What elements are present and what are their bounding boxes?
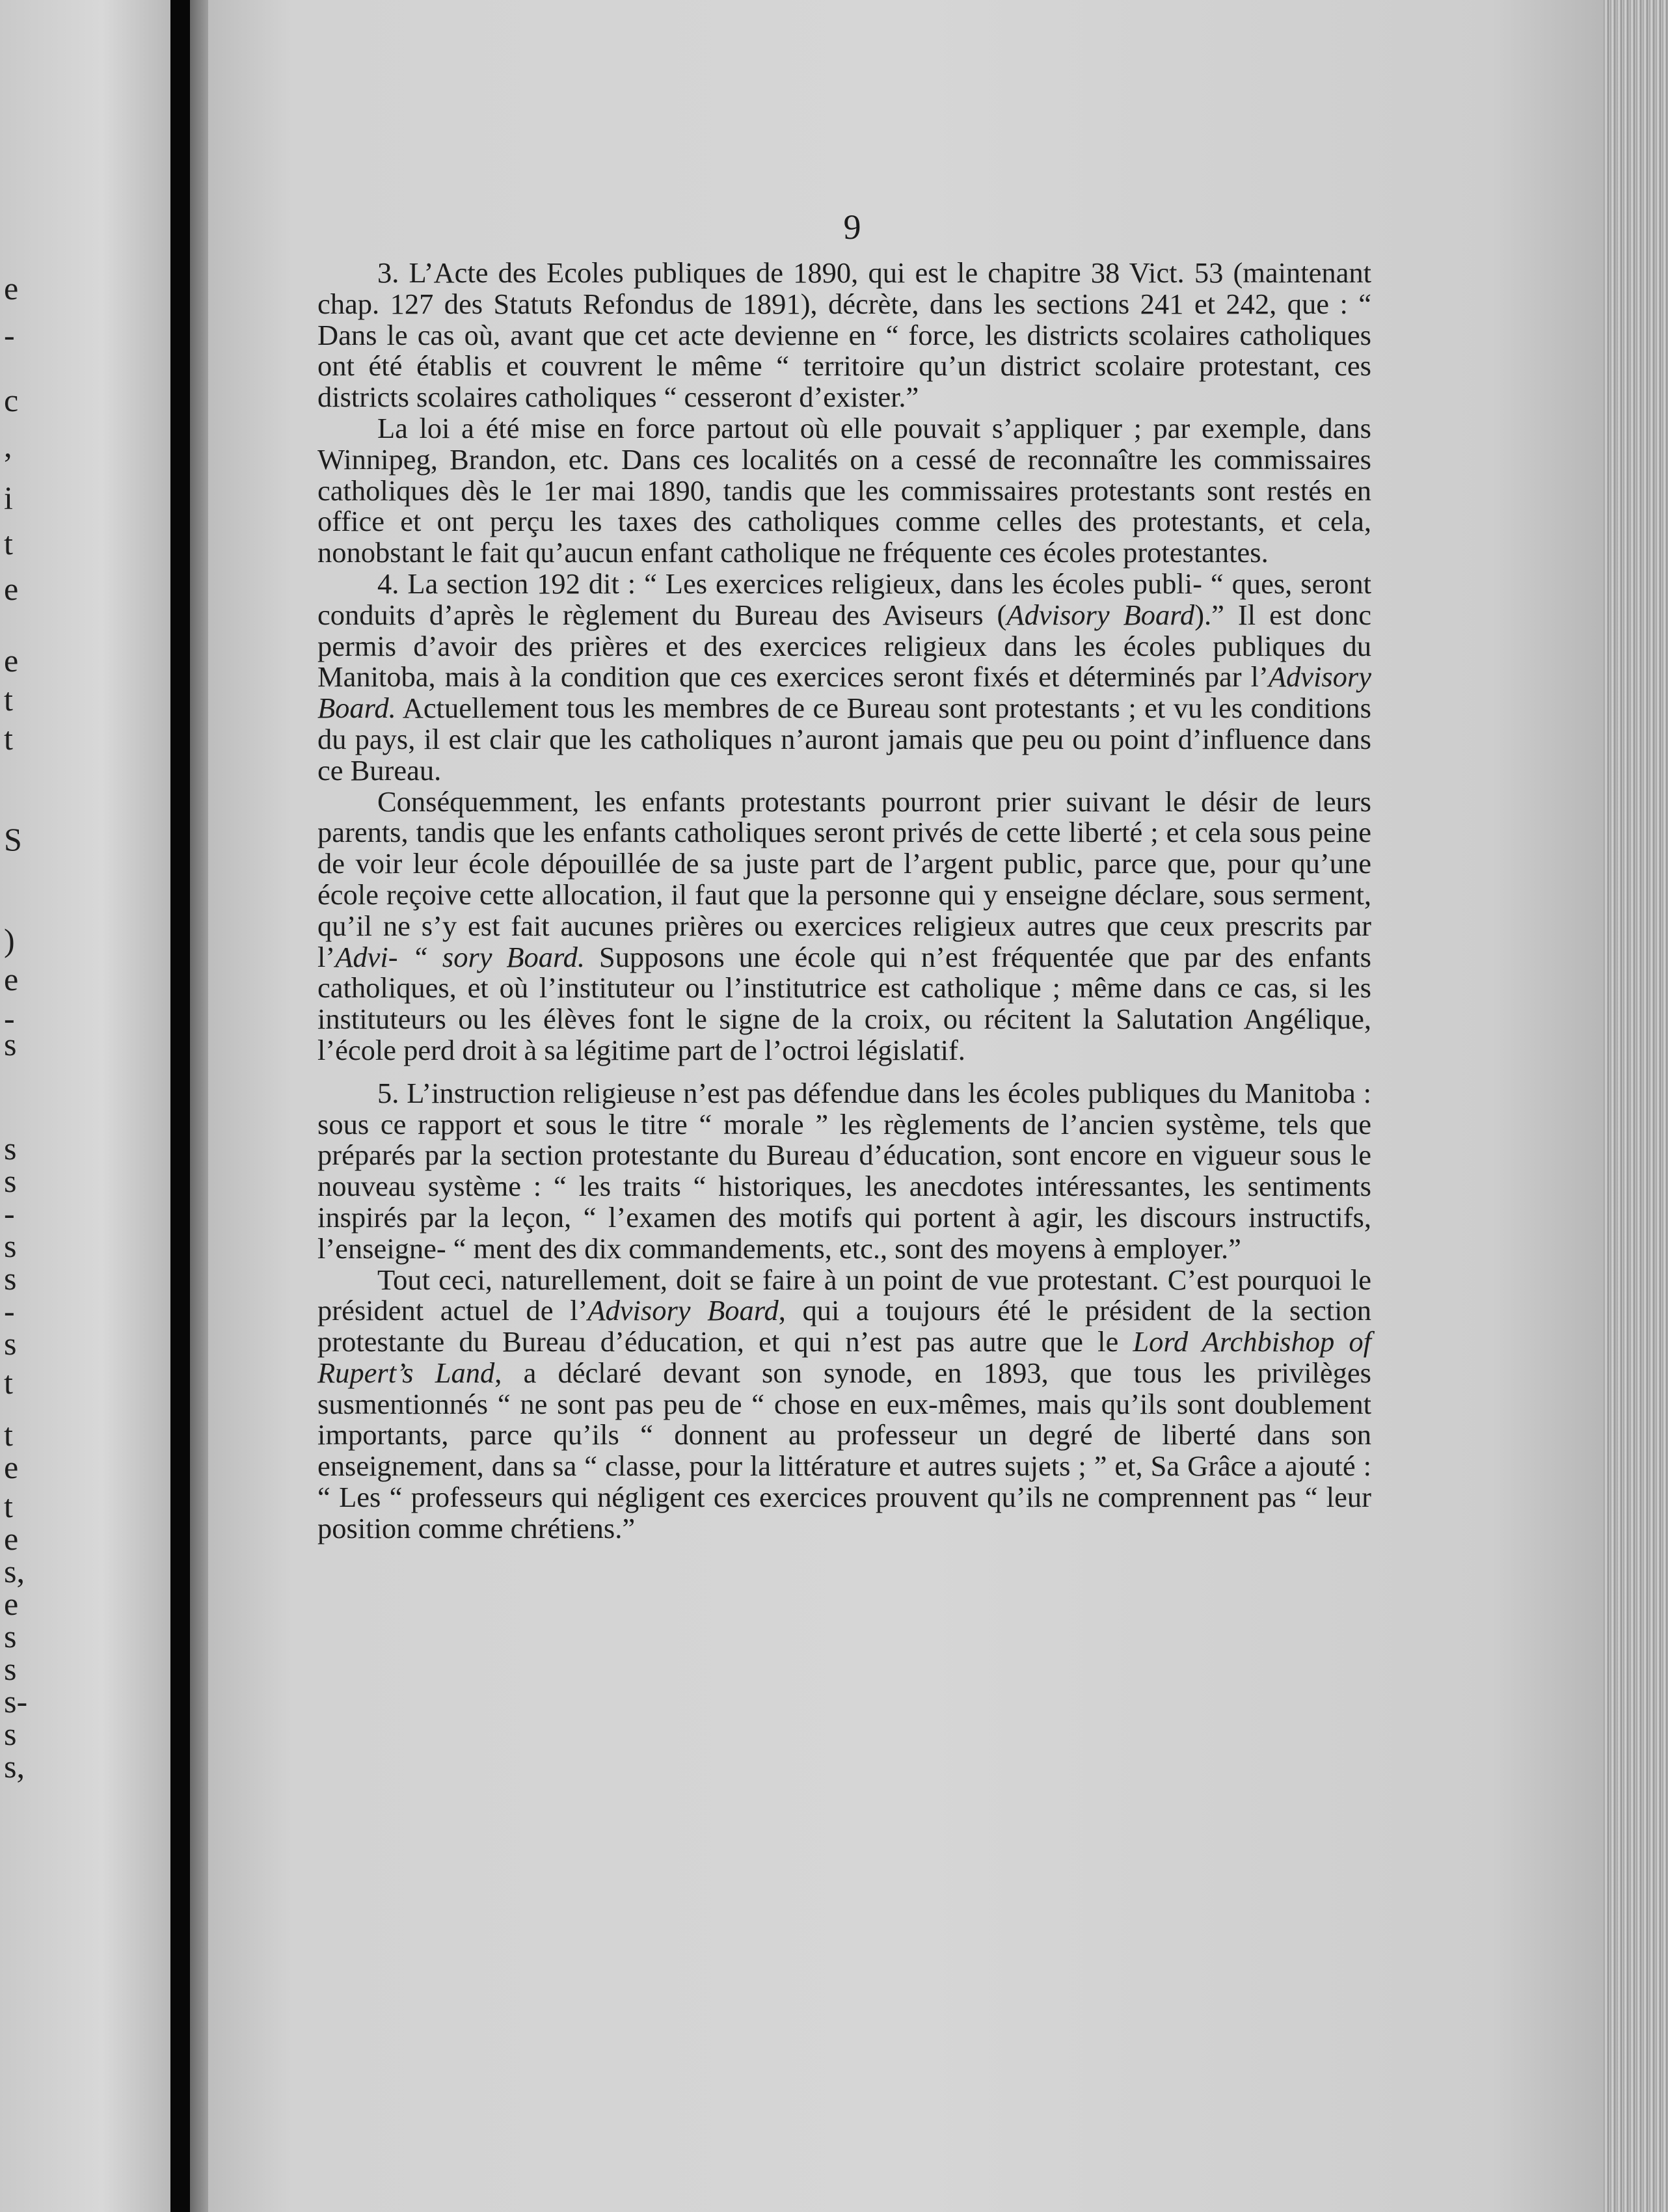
margin-letter: s, <box>4 1553 25 1589</box>
paragraph-text: ).” Il est donc permis d’avoir des prières et des exercices religieux dans les écoles publiques du Manitoba, mais à la condition que ces exercices seront fixés et déterminés par l’ <box>317 598 1372 694</box>
paragraph-2 <box>317 413 1371 569</box>
margin-letter: e <box>4 961 19 997</box>
margin-letter: s <box>4 1618 17 1654</box>
paragraph-4 <box>317 787 1371 1066</box>
paragraph-text: , qui a toujours été le président de la section protestante du Bureau d’éducation, et qui n’est pas autre que le <box>317 1294 1371 1358</box>
paragraph-text: Actuellement tous les membres de ce Bureau sont protestants ; et vu les conditions du pays, il est clair que les catholiques n’auront jamais que peu ou point d’influence dans ce Bureau. <box>317 692 1371 787</box>
margin-letter: S <box>4 821 22 857</box>
paragraph-3 <box>317 569 1371 787</box>
left-facing-page <box>0 0 170 2212</box>
margin-letter: t <box>4 1416 13 1453</box>
margin-letter: e <box>4 571 19 607</box>
margin-letter: t <box>4 681 13 718</box>
paragraph-text: Tout ceci, naturellement, doit se faire à un point de vue protestant. C’est pourquoi le président actuel de l’ <box>317 1263 1371 1327</box>
left-page-margin-letters <box>0 0 39 2212</box>
margin-letter: t <box>4 525 13 561</box>
margin-letter: i <box>4 479 13 516</box>
margin-letter: s <box>4 1026 17 1062</box>
page-stack-edge <box>1604 0 1668 2212</box>
margin-letter: s <box>4 1651 17 1687</box>
margin-letter: s <box>4 1260 17 1297</box>
margin-letter: s <box>4 1716 17 1752</box>
margin-letter: e <box>4 1520 19 1557</box>
margin-letter: e <box>4 642 19 679</box>
book-gutter <box>170 0 190 2212</box>
margin-letter: c <box>4 382 19 418</box>
margin-letter: e <box>4 1449 19 1485</box>
margin-letter: , <box>4 427 12 464</box>
margin-letter: ) <box>4 922 15 958</box>
page-number: 9 <box>843 208 861 247</box>
paragraph-5 <box>317 1078 1371 1265</box>
italic-term: Advi- “ sory Board. <box>335 940 585 973</box>
margin-letter: s <box>4 1325 17 1362</box>
margin-letter: s- <box>4 1683 28 1720</box>
paragraph-1 <box>317 258 1371 413</box>
margin-letter: t <box>4 1488 13 1524</box>
margin-letter: s <box>4 1163 17 1199</box>
margin-letter: - <box>4 1000 15 1036</box>
margin-letter: t <box>4 1364 13 1401</box>
paragraph-text: La loi a été mise en force partout où elle pouvait s’appliquer ; par exemple, dans Winnipeg, Brandon, etc. Dans ces localités on a cessé de reconnaître les commissaires catholiques dès le 1er mai 1890, tandis que les commissaires protestants sont restés en office et ont perçu les taxes des catholiques comme celles des protestants, et cela, nonobstant le fait qu’aucun enfant catholique ne fréquente ces écoles protestantes. <box>317 411 1371 569</box>
paragraph-text: 4. La section 192 dit : “ Les exercices religieux, dans les écoles publi- “ ques, seront conduits d’après le règlement du Bureau des Aviseurs ( <box>317 567 1371 631</box>
margin-letter: - <box>4 1195 15 1232</box>
margin-letter: s, <box>4 1748 25 1785</box>
italic-term: Lord Archbishop of Rupert’s Land <box>317 1325 1371 1389</box>
paragraph-text: 5. L’instruction religieuse n’est pas défendue dans les écoles publiques du Manitoba : sous ce rapport et sous le titre “ morale ” les règlements de l’ancien système, tels que préparés par la section protestante du Bureau d’éducation, sont encore en vigueur sous le nouveau système : “ les traits “ historiques, les anecdotes intéressantes, les sentiments inspirés par la leçon, “ l’examen des motifs qui portent à agir, les discours instructifs, l’enseigne- “ ment des dix commandements, etc., sont des moyens à employer.” <box>317 1076 1371 1265</box>
paragraph-text: Supposons une école qui n’est fréquentée que par des enfants catholiques, et où l’instituteur ou l’institutrice est catholique ; même dans ce cas, si les instituteurs ou les élèves font le signe de la croix, ou récitent la Salutation Angélique, l’école perd droit à sa légitime part de l’octroi législatif. <box>317 940 1371 1066</box>
margin-letter: s <box>4 1228 17 1264</box>
body-text <box>317 258 1371 1544</box>
margin-letter: e <box>4 1585 19 1622</box>
italic-term: Advisory Board. <box>317 660 1371 725</box>
margin-letter: t <box>4 720 13 757</box>
paragraph-text: 3. L’Acte des Ecoles publiques de 1890, qui est le chapitre 38 Vict. 53 (maintenant chap. 127 des Statuts Refondus de 1891), décrète, dans les sections 241 et 242, que : “ Dans le cas où, avant que cet acte devienne en “ force, les districts scolaires catholiques ont été établis et couvrent le même “ territoire qu’un district scolaire protestant, ces districts scolaires catholiques “ cesseront d’exister.” <box>317 256 1371 414</box>
margin-letter: s <box>4 1130 17 1167</box>
paragraph-6 <box>317 1265 1371 1544</box>
italic-term: Advisory Board <box>1006 598 1195 631</box>
italic-term: Advisory Board <box>587 1294 779 1327</box>
margin-letter: - <box>4 1293 15 1329</box>
margin-letter: - <box>4 317 15 353</box>
paragraph-text: Conséquemment, les enfants protestants pourront prier suivant le désir de leurs parents, tandis que les enfants catholiques seront privés de cette liberté ; et cela sous peine de voir leur école dépouillée de sa juste part de l’argent public, parce que, pour qu’une école reçoive cette allocation, il faut que la personne qui y enseigne déclare, sous serment, qu’il ne s’y est fait aucunes prières ou exercices religieux autres que ceux prescrits par l’ <box>317 785 1371 973</box>
margin-letter: e <box>4 270 19 306</box>
paragraph-text: , a déclaré devant son synode, en 1893, que tous les privilèges susmentionnés “ ne sont pas peu de “ chose en eux-mêmes, mais qu’ils sont doublement importants, parce qu’ils “ donnent au professeur un degré de liberté dans son enseignement, dans sa “ classe, pour la littérature et autres sujets ; ” et, Sa Grâce a ajouté : “ Les “ professeurs qui négligent ces exercices prouvent qu’ils ne comprennent pas “ leur position comme chrétiens.” <box>317 1356 1371 1544</box>
